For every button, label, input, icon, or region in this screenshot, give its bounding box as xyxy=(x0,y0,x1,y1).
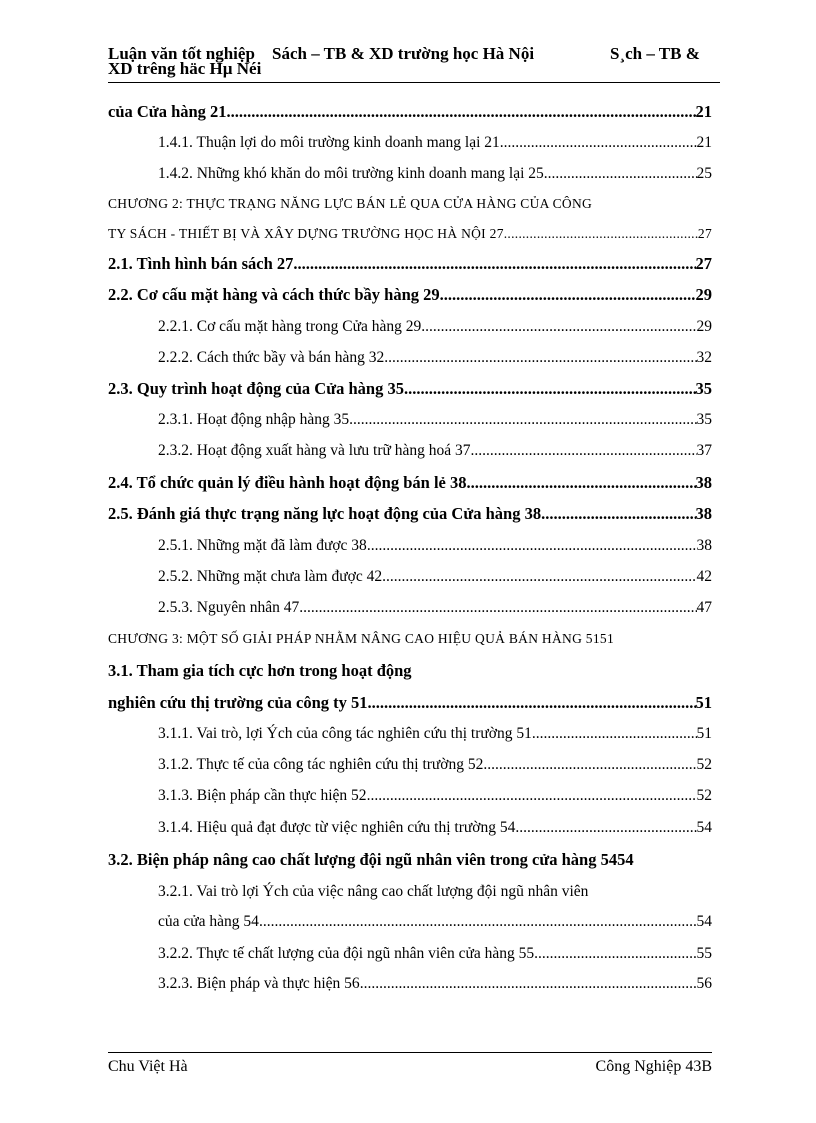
toc-entry-title: nghiên cứu thị trường của công ty 51 xyxy=(108,693,368,712)
toc-dot-leader xyxy=(532,724,697,744)
toc-entry-title: 3.1.1. Vai trò, lợi Ých của công tác nghiên cứu thị trường 51 xyxy=(158,725,532,742)
page-header xyxy=(108,46,720,76)
toc-entry xyxy=(108,592,712,618)
toc-entry-title: TY SÁCH - THIẾT BỊ VÀ XÂY DỰNG TRƯỜNG HỌC HÀ NỘI 27 xyxy=(108,226,504,241)
toc-entry-page: 47 xyxy=(696,599,712,616)
toc-dot-leader xyxy=(367,536,697,556)
toc-entry-title: 3.1. Tham gia tích cực hơn trong hoạt động xyxy=(108,661,412,680)
toc-entry-title: 3.2.3. Biện pháp và thực hiện 56 xyxy=(158,975,360,992)
toc-dot-leader xyxy=(421,317,696,337)
toc-entry-title: 3.1.2. Thực tế của công tác nghiên cứu thị trường 52 xyxy=(158,756,484,773)
toc-entry xyxy=(108,561,712,587)
toc-dot-leader xyxy=(382,567,696,587)
toc-entry xyxy=(108,655,712,681)
toc-entry-title: 2.5.3. Nguyên nhân 47 xyxy=(158,599,300,616)
header-school-label: Sách – TB & XD trường học Hà Nội xyxy=(272,44,535,63)
toc-entry-page: 54 xyxy=(696,913,712,930)
toc-entry-page: 37 xyxy=(696,442,712,459)
toc-entry xyxy=(108,311,712,337)
toc-entry-title: 2.3. Quy trình hoạt động của Cửa hàng 35 xyxy=(108,379,404,398)
toc-entry-page: 51 xyxy=(696,725,712,742)
toc-entry-title: 2.3.1. Hoạt động nhập hàng 35 xyxy=(158,411,350,428)
toc-entry xyxy=(108,404,712,430)
toc-entry-title: 2.2.2. Cách thức bầy và bán hàng 32 xyxy=(158,349,385,366)
toc-entry-page: 35 xyxy=(696,411,712,428)
toc-dot-leader xyxy=(541,504,695,524)
toc-dot-leader xyxy=(515,818,696,838)
toc-dot-leader xyxy=(404,379,696,399)
toc-entry xyxy=(108,780,712,806)
toc-entry-title: 2.2.1. Cơ cấu mặt hàng trong Cửa hàng 29 xyxy=(158,318,422,335)
toc-entry xyxy=(108,749,712,775)
toc-entry-title: 3.2.1. Vai trò lợi Ých của việc nâng cao chất lượng đội ngũ nhân viên xyxy=(158,883,589,900)
toc-entry-page: 35 xyxy=(695,379,712,398)
toc-entry xyxy=(108,435,712,461)
toc-entry xyxy=(108,844,712,870)
toc-entry-page: 54 xyxy=(696,819,712,836)
toc-entry xyxy=(108,248,712,274)
toc-entry-page: 27 xyxy=(697,226,712,241)
toc-entry-title: 2.5.1. Những mặt đã làm được 38 xyxy=(158,537,367,554)
toc-entry-title: 3.2.2. Thực tế chất lượng của đội ngũ nhân viên cửa hàng 55 xyxy=(158,945,535,962)
toc-entry-title: 2.4. Tổ chức quản lý điều hành hoạt động bán lẻ 38 xyxy=(108,473,467,492)
toc-entry xyxy=(108,876,712,902)
toc-entry-title: 3.2. Biện pháp nâng cao chất lượng đội ngũ nhân viên trong cửa hàng 5454 xyxy=(108,850,634,869)
header-thesis-label: Luận văn tốt nghiệp xyxy=(108,44,255,63)
toc-entry-page: 55 xyxy=(696,945,712,962)
toc-dot-leader xyxy=(384,348,696,368)
toc-entry xyxy=(108,96,712,122)
toc-dot-leader xyxy=(534,944,696,964)
toc-dot-leader xyxy=(544,164,697,184)
toc-entry-page: 29 xyxy=(696,318,712,335)
toc-entry-page: 27 xyxy=(695,254,712,273)
toc-entry-page: 52 xyxy=(696,787,712,804)
toc-entry-title: 2.5. Đánh giá thực trạng năng lực hoạt động của Cửa hàng 38 xyxy=(108,504,542,523)
toc-entry xyxy=(108,718,712,744)
toc-entry xyxy=(108,279,712,305)
toc-entry xyxy=(108,467,712,493)
toc-entry-page: 42 xyxy=(696,568,712,585)
toc-entry-page: 25 xyxy=(696,165,712,182)
toc-dot-leader xyxy=(259,912,697,932)
toc-entry-title: 3.1.4. Hiệu quả đạt được từ việc nghiên cứu thị trường 54 xyxy=(158,819,516,836)
toc-entry-title: của cửa hàng 54 xyxy=(158,913,259,930)
page-footer xyxy=(108,1058,712,1076)
toc-entry xyxy=(108,530,712,556)
toc-entry xyxy=(108,812,712,838)
toc-entry-page: 51 xyxy=(695,693,712,712)
toc-dot-leader xyxy=(227,102,696,122)
toc-entry-title: 2.1. Tình hình bán sách 27 xyxy=(108,254,294,273)
toc-dot-leader xyxy=(471,441,697,461)
toc-entry xyxy=(108,342,712,368)
toc-entry-title: 2.3.2. Hoạt động xuất hàng và lưu trữ hàng hoá 37 xyxy=(158,442,471,459)
toc-entry xyxy=(108,158,712,184)
toc-entry-title: 3.1.3. Biện pháp cần thực hiện 52 xyxy=(158,787,367,804)
toc-entry-page: 56 xyxy=(696,975,712,992)
toc-entry-title: 1.4.1. Thuận lợi do môi trường kinh doanh mang lại 21 xyxy=(158,134,500,151)
toc-entry-page: 21 xyxy=(696,134,712,151)
toc-entry xyxy=(108,968,712,994)
toc-entry-page: 21 xyxy=(695,102,712,121)
toc-entry xyxy=(108,127,712,153)
toc-entry xyxy=(108,218,712,244)
toc-entry-title: 2.2. Cơ cấu mặt hàng và cách thức bầy hàng 29 xyxy=(108,285,440,304)
toc-entry xyxy=(108,687,712,713)
toc-entry-page: 52 xyxy=(696,756,712,773)
footer-divider xyxy=(108,1052,712,1053)
toc-dot-leader xyxy=(360,974,697,994)
toc-entry-page: 32 xyxy=(696,349,712,366)
toc-entry-page: 38 xyxy=(696,537,712,554)
header-line-2: XD trêng häc Hµ Néi xyxy=(108,59,262,78)
header-divider xyxy=(108,82,720,83)
footer-class: Công Nghiệp 43B xyxy=(595,1058,712,1075)
toc-entry-page: 38 xyxy=(695,504,712,523)
footer-author: Chu Việt Hà xyxy=(108,1058,188,1075)
toc-dot-leader xyxy=(500,133,697,153)
toc-dot-leader xyxy=(440,285,696,305)
toc-entry xyxy=(108,498,712,524)
toc-entry xyxy=(108,938,712,964)
toc-entry xyxy=(108,623,712,649)
toc-entry-page: 38 xyxy=(695,473,712,492)
toc-entry xyxy=(108,906,712,932)
toc-entry xyxy=(108,188,712,214)
toc-entry-title: CHƯƠNG 3: MỘT SỐ GIẢI PHÁP NHẰM NÂNG CAO HIỆU QUẢ BÁN HÀNG 5151 xyxy=(108,631,615,646)
toc-entry xyxy=(108,373,712,399)
toc-dot-leader xyxy=(299,598,696,618)
toc-dot-leader xyxy=(368,693,696,713)
header-garbled-label: S¸ch – TB & xyxy=(610,44,700,63)
toc-entry-page: 29 xyxy=(695,285,712,304)
toc-entry-title: CHƯƠNG 2: THỰC TRẠNG NĂNG LỰC BÁN LẺ QUA CỬA HÀNG CỦA CÔNG xyxy=(108,196,593,211)
toc-dot-leader xyxy=(367,786,697,806)
toc-dot-leader xyxy=(293,254,695,274)
toc-entry-title: của Cửa hàng 21 xyxy=(108,102,227,121)
toc-dot-leader xyxy=(349,410,696,430)
toc-entry-title: 1.4.2. Những khó khăn do môi trường kinh doanh mang lại 25 xyxy=(158,165,544,182)
toc-dot-leader xyxy=(483,755,696,775)
toc-dot-leader xyxy=(467,473,696,493)
toc-entry-title: 2.5.2. Những mặt chưa làm được 42 xyxy=(158,568,383,585)
toc-dot-leader xyxy=(504,224,698,244)
